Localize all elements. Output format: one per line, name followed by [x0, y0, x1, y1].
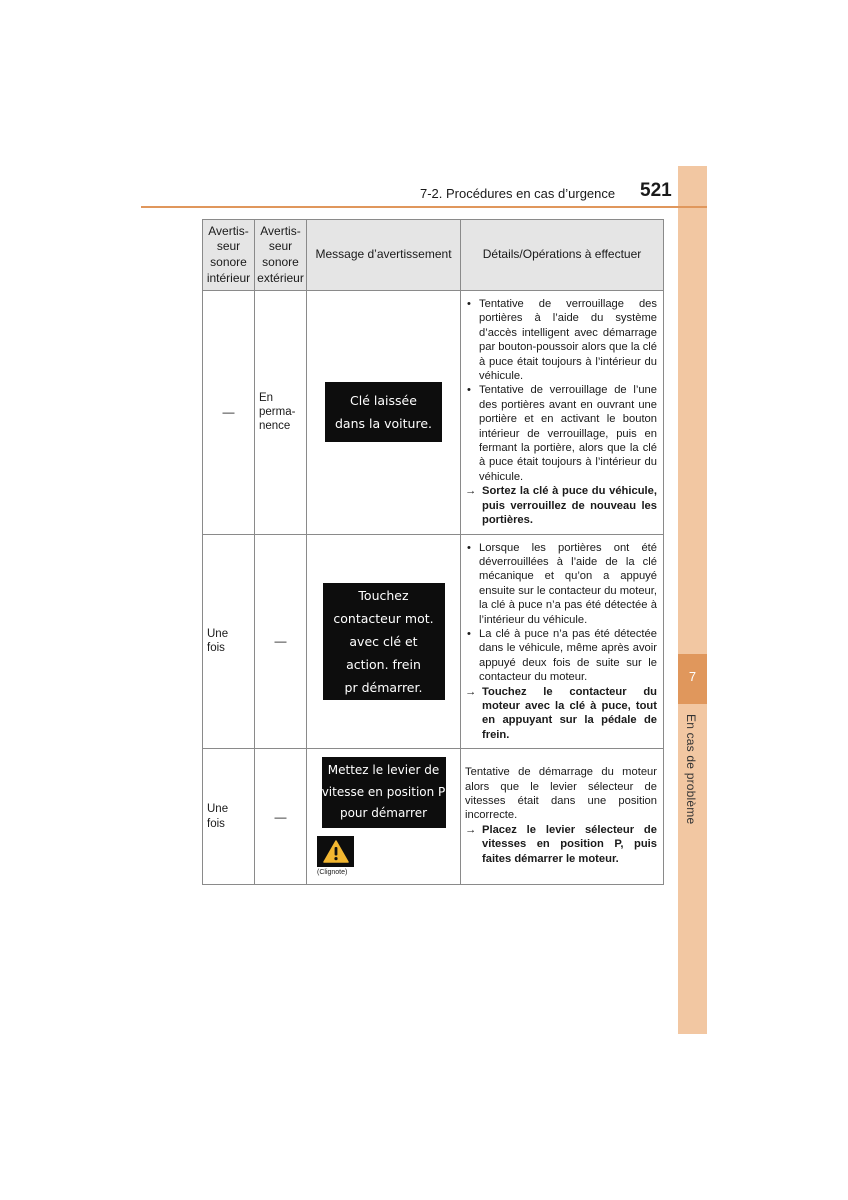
- section-title: 7-2. Procédures en cas d’urgence: [420, 186, 616, 201]
- action-instruction: → Sortez la clé à puce du véhicule, puis verrouillez de nouveau les portières.: [465, 485, 657, 527]
- interior-buzzer-cell: —: [203, 291, 255, 535]
- page-number: 521: [640, 180, 672, 201]
- warning-message-cell: [307, 534, 461, 749]
- chapter-number-tab: 7: [678, 654, 707, 704]
- header-warning-message: Message d’avertissement: [307, 220, 461, 291]
- table-header-row: [203, 220, 664, 291]
- details-cell: [461, 534, 664, 749]
- warning-message-cell: [307, 291, 461, 535]
- arrow-right-icon: →: [465, 823, 477, 836]
- interior-buzzer-cell: Une fois: [203, 749, 255, 885]
- header-exterior-buzzer: Avertis- seur sonore extérieur: [255, 220, 307, 291]
- master-warning-indicator: [317, 836, 454, 876]
- header-interior-buzzer: Avertis- seur sonore intérieur: [203, 220, 255, 291]
- list-item: • La clé à puce n’a pas été détectée dans le véhicule, même après avoir appuyé deux fois de suite sur le contacteur du moteur.: [467, 627, 657, 684]
- details-cell: [461, 291, 664, 535]
- interior-buzzer-cell: Une fois: [203, 534, 255, 749]
- exterior-buzzer-cell: —: [255, 749, 307, 885]
- action-instruction: → Placez le levier sélecteur de vitesses en position P, puis faites démarrer le moteur.: [465, 823, 657, 865]
- arrow-right-icon: →: [465, 685, 477, 698]
- list-item: • Tentative de verrouillage de l’une des portières avant en ouvrant une portière et en activant le bouton intérieur de verrouillage, puis en fermant la portière, alors que la clé à puce était toujours à l’intérieur du véhicule.: [467, 384, 657, 483]
- exterior-buzzer-cell: En perma- nence: [255, 291, 307, 535]
- side-tab-strip: [678, 166, 707, 1034]
- action-instruction: → Touchez le contacteur du moteur avec la clé à puce, tout en appuyant sur la pédale de frein.: [465, 685, 657, 741]
- header-details: Détails/Opérations à effectuer: [461, 220, 664, 291]
- details-cell: [461, 749, 664, 885]
- table-row: [203, 749, 664, 885]
- multi-information-display: Mettez le levier de vitesse en position P pour démarrer: [322, 757, 446, 828]
- warning-table: [202, 219, 664, 885]
- indicator-caption: (Clignote): [317, 869, 348, 877]
- warning-message-cell: [307, 749, 461, 885]
- arrow-right-icon: →: [465, 485, 477, 498]
- table-row: [203, 534, 664, 749]
- multi-information-display: Clé laissée dans la voiture.: [325, 382, 442, 442]
- header-rule: [141, 206, 707, 208]
- table-row: [203, 291, 664, 535]
- chapter-title-tab: En cas de problème: [684, 714, 698, 825]
- multi-information-display: Touchez contacteur mot. avec clé et action. frein pr démarrer.: [323, 583, 445, 700]
- warning-triangle-icon: [317, 836, 354, 867]
- exterior-buzzer-cell: —: [255, 534, 307, 749]
- list-item: • Lorsque les portières ont été déverrouillées à l’aide de la clé mécanique et qu’on a appuyé ensuite sur le contacteur du moteur, la clé à puce n’a pas été détectée à l’intérieur du véhicule.: [467, 541, 657, 626]
- list-item: • Tentative de verrouillage des portières à l’aide du système d’accès intelligent avec démarrage par bouton-poussoir alors que la clé à puce était toujours à l’intérieur du véhicule.: [467, 298, 657, 383]
- details-paragraph: Tentative de démarrage du moteur alors que le levier sélecteur de vitesses était dans une position incorrecte.: [465, 766, 657, 822]
